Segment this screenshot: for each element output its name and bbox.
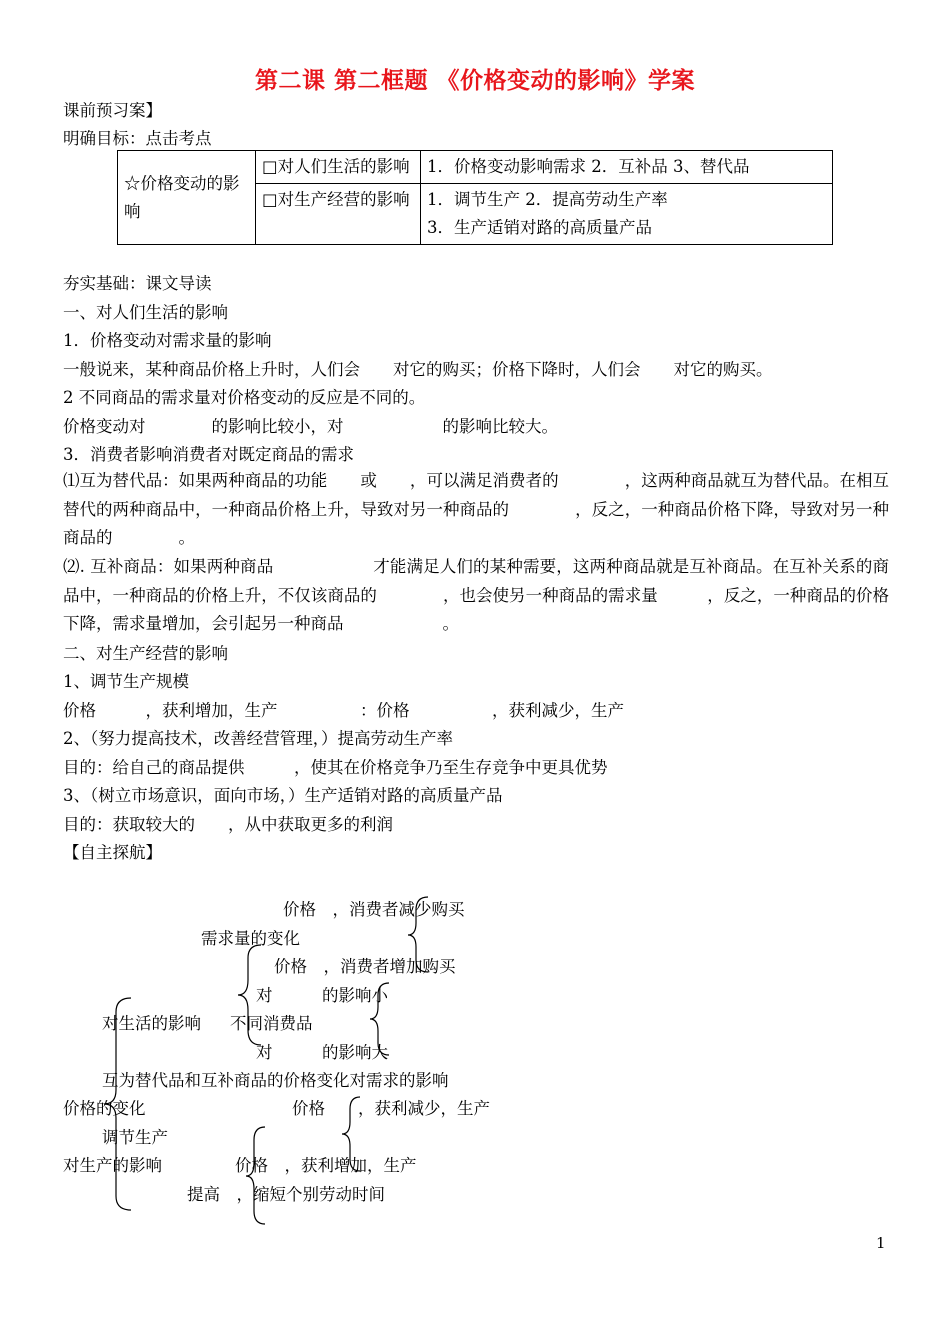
diagram-price-down-increase: 价格 ，消费者增加购买 xyxy=(274,957,456,976)
diagram-price-profit-up: 价格 ，获利增加，生产 xyxy=(235,1156,417,1175)
diagram-sub-comp: 互为替代品和互补商品的价格变化对需求的影响 xyxy=(102,1071,449,1090)
diagram-diff-goods: 不同消费品 xyxy=(230,1014,313,1033)
goal-row1-topic: □对人们生活的影响 xyxy=(256,151,421,184)
section2-item3: 3、（树立市场意识，面向市场，）生产适销对路的高质量产品 xyxy=(63,786,503,805)
basics-header: 夯实基础：课文导读 xyxy=(63,274,212,293)
section1-item3: 3．消费者影响消费者对既定商品的需求 xyxy=(63,445,354,464)
diagram-adjust-production: 调节生产 xyxy=(102,1128,168,1147)
diagram-demand-change: 需求量的变化 xyxy=(201,929,300,948)
section2-item1: 1、调节生产规模 xyxy=(63,672,189,691)
goal-row2-point1: 1．调节生产 2．提高劳动生产率 xyxy=(427,190,668,209)
diagram-price-up-reduce: 价格 ，消费者减少购买 xyxy=(283,900,465,919)
section1-item1: 1．价格变动对需求量的影响 xyxy=(63,331,272,350)
goal-row1-points: 1．价格变动影响需求 2．互补品 3、替代品 xyxy=(421,151,833,184)
substitutes-paragraph: ⑴互为替代品：如果两种商品的功能 或 ，可以满足消费者的 ，这两种商品就互为替代品。在相互替代的两种商品中，一种商品价格上升，导致对另一种商品的 ，反之，一种商品价格下降，导致对另一种商品的 。 xyxy=(63,471,889,547)
section2-item3-goal: 目的：获取较大的 ，从中获取更多的利润 xyxy=(63,815,393,834)
diagram-price-profit-down: 价格 ，获利减少，生产 xyxy=(292,1099,490,1118)
section2-title: 二、对生产经营的影响 xyxy=(63,644,228,663)
diagram-life-effect: 对生活的影响 xyxy=(102,1014,201,1033)
goal-header: 明确目标：点击考点 xyxy=(63,129,212,148)
goal-main-cell: ☆价格变动的影响 xyxy=(118,151,256,245)
diagram-improve: 提高 ，缩短个别劳动时间 xyxy=(187,1185,385,1204)
document-title: 第二课 第二框题 《价格变动的影响》学案 xyxy=(254,67,695,94)
section1-item2-text: 价格变动对 的影响比较小，对 的影响比较大。 xyxy=(63,417,558,436)
diagram-price-change: 价格的变化 xyxy=(63,1099,146,1118)
section2-item1-text: 价格 ，获利增加，生产 ：价格 ，获利减少，生产 xyxy=(63,701,624,720)
section2-item2: 2、（努力提高技术，改善经营管理，）提高劳动生产率 xyxy=(63,729,453,748)
complements-paragraph: ⑵. 互补商品：如果两种商品 才能满足人们的某种需要，这两种商品就是互补商品。在互补关系的商品中，一种商品的价格上升，不仅该商品的 ，也会使另一种商品的需求量 ，反之，一种商品的价格下降，需求量增加，会引起另一种商品 。 xyxy=(63,557,889,633)
goal-row2-point2: 3．生产适销对路的高质量产品 xyxy=(427,218,652,237)
diagram-small-effect: 对 的影响小 xyxy=(256,986,388,1005)
preview-header: 课前预习案】 xyxy=(63,101,162,120)
explore-header: 【自主探航】 xyxy=(63,843,162,862)
goal-row2-topic: □对生产经营的影响 xyxy=(256,184,421,245)
page-number: 1 xyxy=(876,1234,886,1252)
section1-title: 一、对人们生活的影响 xyxy=(63,303,228,322)
section2-item2-goal: 目的：给自己的商品提供 ，使其在价格竞争乃至生存竞争中更具优势 xyxy=(63,758,608,777)
diagram-production-effect: 对生产的影响 xyxy=(63,1156,162,1175)
diagram-large-effect: 对 的影响大 xyxy=(256,1043,388,1062)
section1-item2: 2 不同商品的需求量对价格变动的反应是不同的。 xyxy=(63,388,426,407)
section1-item1-text: 一般说来，某种商品价格上升时，人们会 对它的购买；价格下降时，人们会 对它的购买。 xyxy=(63,360,773,379)
